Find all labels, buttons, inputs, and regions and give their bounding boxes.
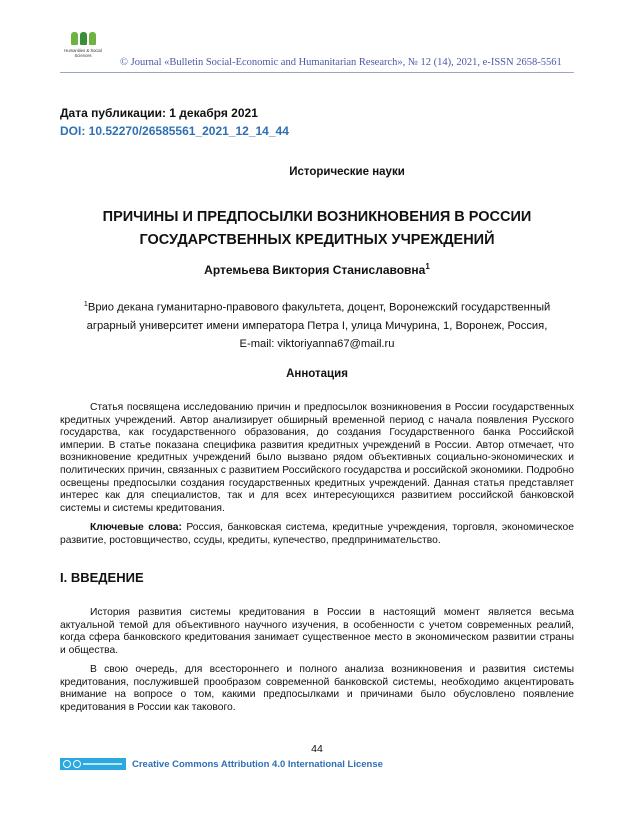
badge-bar	[83, 763, 122, 765]
author-name-text: Артемьева Виктория Станиславовна	[204, 263, 426, 277]
publication-date: Дата публикации: 1 декабря 2021	[60, 106, 258, 120]
cc-icon	[63, 760, 71, 768]
affiliation	[60, 295, 574, 353]
cc-license-badge[interactable]	[60, 758, 126, 770]
by-icon	[73, 760, 81, 768]
page-number: 44	[311, 743, 323, 755]
keywords-text: Россия, банковская система, кредитные учреждения, торговля, экономическое развитие, ростовщичество, ссуды, кредиты, купечество, предпринимательство.	[60, 522, 574, 546]
journal-logo	[60, 32, 106, 58]
abstract-heading: Аннотация	[286, 368, 348, 380]
affiliation-text: Врио декана гуманитарно-правового факультета, доцент, Воронежский государственный аграрный университет имени императора Петра I, улица Мичурина, 1, Воронеж, Россия,	[86, 301, 551, 332]
article-title: ПРИЧИНЫ И ПРЕДПОСЫЛКИ ВОЗНИКНОВЕНИЯ В РОССИИ ГОСУДАРСТВЕННЫХ КРЕДИТНЫХ УЧРЕЖДЕНИЙ	[102, 209, 532, 248]
author-sup: 1	[425, 262, 430, 271]
doi-link[interactable]: DOI: 10.52270/26585561_2021_12_14_44	[60, 124, 289, 138]
section-name: Исторические науки	[289, 166, 405, 178]
abstract-text: Статья посвящена исследованию причин и предпосылок возникновения в России государственных кредитных учреждений. Автор анализирует обширный временной период с начала появления Русского государства, как государственного образования, до создания Государственного банка Российской империи. В статье показана специфика развития кредитных учреждений в России. Автор отмечает, что возникновение кредитных учреждений было вызвано рядом объективных социально-экономических и политических причин, связанных с развитием Российского государства и российской экономики. Подробно освещены предпосылки создания государственных кредитных учреждений. Данная статья представляет интерес как для специалистов, так и для всех интересующихся развитием российской банковской системы и системы кредитования.	[60, 402, 574, 514]
keywords-label: Ключевые слова:	[90, 522, 182, 533]
author-email[interactable]: E-mail: viktoriyanna67@mail.ru	[239, 337, 395, 350]
affiliation-sup: 1	[83, 299, 88, 308]
body-paragraph-1: История развития системы кредитования в России в настоящий момент является весьма актуальной темой для объективного научного изучения, в особенности с учетом современных реалий, когда сфера банковского кредитования занимает существенное место в экономическом развитии страны и общества.	[60, 607, 574, 656]
body-paragraph-2: В свою очередь, для всестороннего и полного анализа возникновения и развития системы кредитования, послужившей прообразом современной банковской системы, необходимо акцентировать внимание на вопросе о том, какими предпосылками и причинами было обусловлено появление кредитования в России как такового.	[60, 664, 574, 713]
keywords	[60, 522, 574, 547]
author-name	[60, 262, 574, 277]
people-logo-icon	[60, 32, 106, 46]
logo-caption: Humanities & Social Sciences	[64, 48, 102, 58]
license-link[interactable]: Creative Commons Attribution 4.0 International License	[132, 759, 383, 770]
header-divider	[60, 72, 574, 73]
journal-line: © Journal «Bulletin Social-Economic and Humanitarian Research», № 12 (14), 2021, e-ISSN 2658-5561	[120, 57, 562, 68]
intro-heading: I. ВВЕДЕНИЕ	[60, 570, 144, 585]
